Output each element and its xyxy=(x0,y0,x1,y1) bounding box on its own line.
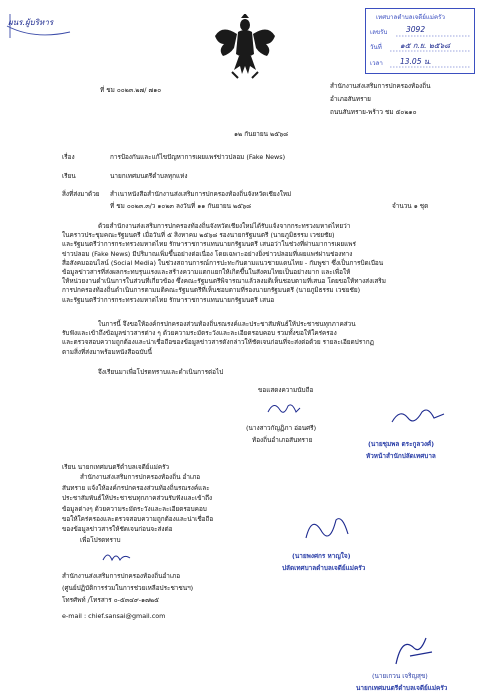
office-name: สำนักงานส่งเสริมการปกครองท้องถิ่น xyxy=(330,82,431,90)
right-sig2-name: (นายพงศกร หาญใจ) xyxy=(292,552,351,560)
to-text: นายกเทศมนตรีตำบลทุกแห่ง xyxy=(110,172,188,180)
garuda-emblem-icon xyxy=(214,14,276,80)
regards-text: ขอแสดงความนับถือ xyxy=(258,386,314,394)
right-sig1-title: หัวหน้าสำนักปลัดเทศบาล xyxy=(366,452,436,460)
para1-line: และรัฐมนตรีว่าการกระทรวงมหาดไทย รักษาราชการแทนนายกรัฐมนตรี เสนอ xyxy=(62,295,275,304)
footer-office: สำนักงานส่งเสริมการปกครองท้องถิ่นอำเภอ xyxy=(62,572,181,580)
stamp-org: เทศบาลตำบลเจดีย์แม่ครัว xyxy=(376,14,445,21)
mayor-signature xyxy=(388,630,440,670)
note-line: สันทราย แจ้งให้องค์กรปกครองส่วนท้องถิ่นรณรงค์และ xyxy=(62,483,210,492)
para2-line: รับฟังและเข้าถึงข้อมูลข่าวสารต่าง ๆ ด้วยความระมัดระวังและละเอียดรอบคอบ รวมทั้งขอให้ใคร่ครอง xyxy=(62,329,337,338)
attachment-quantity: จำนวน ๑ ชุด xyxy=(392,202,429,210)
note-line: สำนักงานส่งเสริมการปกครองท้องถิ่น อำเภอ xyxy=(80,473,201,482)
stamp-time: 13.05 น. xyxy=(400,57,432,66)
para1-line: สื่อสังคมออนไลน์ (Social Media) ในช่วงสถานการณ์การปะทะกันตามแนวชายแดนไทย - กัมพูชา ซึ่งเป็นการบิดเบือน xyxy=(62,258,384,267)
office-address: ถนนสันทราย-พร้าว ชม ๕๐๒๑๐ xyxy=(330,108,417,116)
note-line: ข้อมูลต่างๆ ด้วยความระมัดระวังและละเอียดรอบคอบ xyxy=(62,504,207,513)
note-line: ของข้อมูลข่าวสารให้ชัดเจนก่อนจะส่งต่อ xyxy=(62,525,173,534)
signer-name: (นางสาวกัญฏิภา อ่อนศรี) xyxy=(246,424,317,432)
para1-line: ในคราวประชุมคณะรัฐมนตรี เมื่อวันที่ ๕ สิงหาคม ๒๕๖๘ รองนายกรัฐมนตรี (นายภูมิธรรม เวชยชัย) xyxy=(62,231,335,240)
para1-line: ข่าวปลอม (Fake News) มีปริมาณเพิ่มขึ้นอย่างต่อเนื่อง โดยเฉพาะอย่างยิ่งข่าวปลอมที่เผยแพร่ผ่านช่องทาง xyxy=(62,249,353,258)
stamp-date-label: วันที่ xyxy=(370,44,382,51)
attachment-line2: ที่ ชม ๐๐๒๓.๓/ว ๑๐๒๓ ลงวันที่ ๑๑ กันยายน ๒๕๖๘ xyxy=(110,202,252,210)
subject-text: การป้องกันและแก้ไขปัญหาการเผยแพร่ข่าวปลอม (Fake News) xyxy=(110,153,286,161)
footer-center: (ศูนย์ปฏิบัติการร่วมในการช่วยเหลือประชาชนฯ) xyxy=(62,584,194,592)
stamp-date: ๑๕ ก.ย. ๒๕๖๘ xyxy=(400,41,451,50)
right-sig2-title: ปลัดเทศบาลตำบลเจดีย์แม่ครัว xyxy=(282,564,366,572)
para2-line: และตรวจสอบความถูกต้องและน่าเชื่อถือของข้อมูลข่าวสารดังกล่าวให้ชัดเจนก่อนที่จะส่งต่อด้วย รายละเอียดปรากฏ xyxy=(62,338,374,347)
attachment-line1: สำเนาหนังสือสำนักงานส่งเสริมการปกครองท้องถิ่นจังหวัดเชียงใหม่ xyxy=(110,190,292,198)
signer-title: ท้องถิ่นอำเภอสันทราย xyxy=(252,436,313,444)
routing-note xyxy=(62,462,242,545)
para1-line: และรัฐมนตรีว่าการกระทรวงมหาดไทย รักษาราชการแทนนายกรัฐมนตรี เสนอว่าในช่วงที่ผ่านมาการเผยแพร่ xyxy=(62,240,356,249)
right-sig3-title: นายกเทศมนตรีตำบลเจดีย์แม่ครัว xyxy=(356,684,448,692)
para1-line: การปกครองท้องถิ่นดำเนินการตามมติคณะรัฐมนตรีที่เห็นชอบตามที่รองนายกรัฐมนตรี (นายภูมิธรรม เวชยชัย) xyxy=(62,286,361,295)
para2-line: ในการนี้ จึงขอให้องค์กรปกครองส่วนท้องถิ่นรณรงค์และประชาสัมพันธ์ให้ประชาชนทุกภาคส่วน xyxy=(98,320,356,328)
stamp-recv-no: 3092 xyxy=(406,25,426,34)
clerk-initials-signature xyxy=(100,548,134,566)
note-line: เรียน นายกเทศมนตรีตำบลเจดีย์แม่ครัว xyxy=(62,463,170,471)
office-district: อำเภอสันทราย xyxy=(330,95,371,103)
para1-line: ข้อมูลข่าวสารที่ส่งผลกระทบรุนแรงและสร้างความแตกแยกให้เกิดขึ้นในสังคมไทยเป็นอย่างมาก และเพื่อให้ xyxy=(62,268,351,277)
note-line: เพื่อโปรดทราบ xyxy=(80,535,121,544)
district-officer-signature xyxy=(264,398,304,420)
footer-email: e-mail : chief.sansai@gmail.com xyxy=(62,612,166,620)
stamp-time-label: เวลา xyxy=(370,60,383,67)
footer-phone: โทรศัพท์ /โทรสาร ๐-๕๓๔๙-๑๗๒๕ xyxy=(62,596,159,604)
stamp-recv-label: เลขรับ xyxy=(370,29,388,36)
corner-handwritten-note: ผนร.ผู้บริหาร xyxy=(8,18,54,27)
subject-label: เรื่อง xyxy=(62,153,75,161)
body-paragraph-2 xyxy=(62,320,442,357)
body-paragraph-1 xyxy=(62,222,442,305)
note-line: ประชาสัมพันธ์ให้ประชาชนทุกภาคส่วนรับฟังและเข้าถึง xyxy=(62,494,213,503)
corner-scribble xyxy=(4,10,74,42)
para2-line: ตามสิ่งที่ส่งมาพร้อมหนังสือฉบับนี้ xyxy=(62,347,152,356)
note-line: ขอให้ใคร่ครองและตรวจสอบความถูกต้องและน่าเชื่อถือ xyxy=(62,515,214,524)
document-number: ที่ ชม ๐๐๒๓.๒๗/ ๗๑๐ xyxy=(100,86,162,94)
document-date: ๑๒ กันยายน ๒๕๖๘ xyxy=(234,130,289,138)
attachment-label: สิ่งที่ส่งมาด้วย xyxy=(62,190,100,198)
right-sig3-name: (นายเกวน เจริญสุข) xyxy=(372,672,428,680)
deputy-clerk-signature xyxy=(300,510,354,546)
receipt-stamp xyxy=(365,8,475,74)
right-sig1-name: (นายชุมพล ตระกูลวงศ์) xyxy=(368,440,435,448)
to-label: เรียน xyxy=(62,172,76,180)
closing-line: จึงเรียนมาเพื่อโปรดทราบและดำเนินการต่อไป xyxy=(98,368,224,376)
chief-office-signature xyxy=(388,404,448,430)
para1-line: ด้วยสำนักงานส่งเสริมการปกครองท้องถิ่นจังหวัดเชียงใหม่ได้รับแจ้งจากกระทรวงมหาดไทยว่า xyxy=(98,222,351,230)
para1-line: ให้หน่วยงานดำเนินการในส่วนที่เกี่ยวข้อง ซึ่งคณะรัฐมนตรีพิจารณาแล้วลงมติเห็นชอบตามที่เสนอ โดยขอให้ทางส่งเสริม xyxy=(62,277,386,286)
